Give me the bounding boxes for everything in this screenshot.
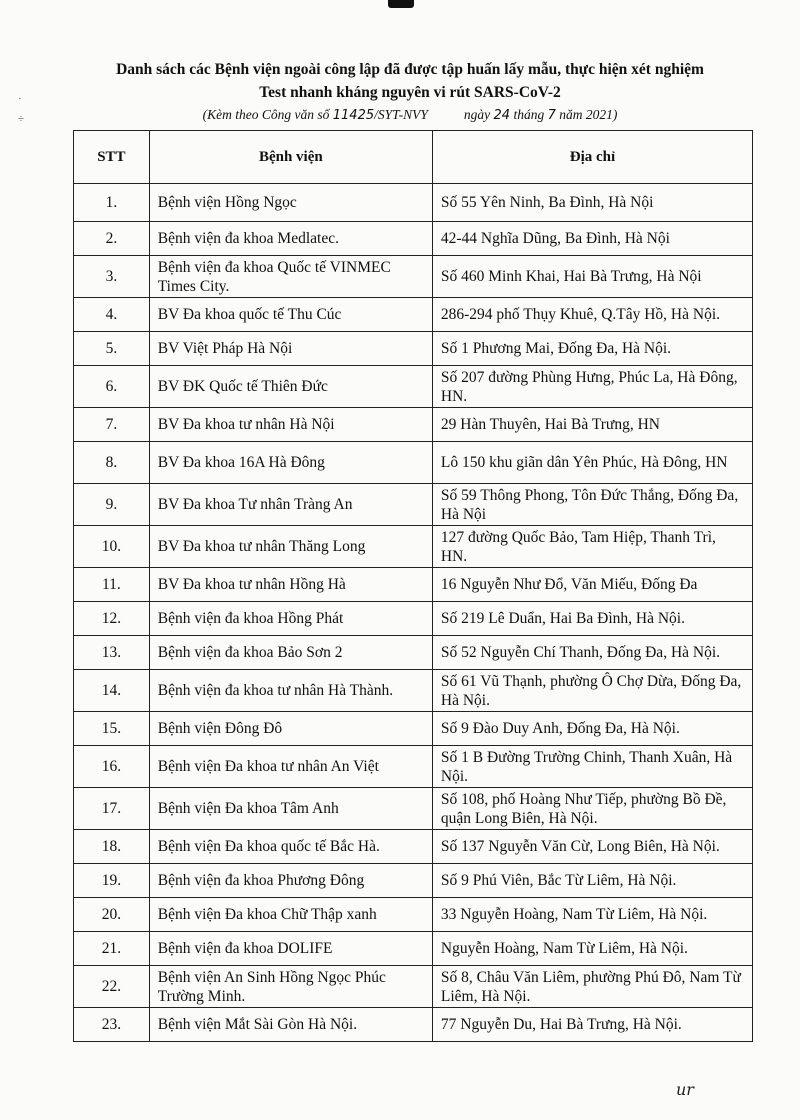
header-address: Địa chỉ <box>432 131 752 184</box>
table-row <box>74 746 753 788</box>
header-hospital: Bệnh viện <box>149 131 432 184</box>
row-address: Số 1 Phương Mai, Đống Đa, Hà Nội. <box>432 332 752 366</box>
table-row <box>74 442 753 484</box>
row-hospital: Bệnh viện Đa khoa quốc tế Bắc Hà. <box>149 830 432 864</box>
row-hospital: Bệnh viện đa khoa tư nhân Hà Thành. <box>149 670 432 712</box>
row-address: 33 Nguyễn Hoàng, Nam Từ Liêm, Hà Nội. <box>432 898 752 932</box>
row-address: Số 460 Minh Khai, Hai Bà Trưng, Hà Nội <box>432 256 752 298</box>
row-stt: 11. <box>74 568 150 602</box>
table-row <box>74 332 753 366</box>
row-address: Lô 150 khu giãn dân Yên Phúc, Hà Đông, HN <box>432 442 752 484</box>
table-header-row <box>74 131 753 184</box>
table-row <box>74 670 753 712</box>
row-address: Số 9 Phú Viên, Bắc Từ Liêm, Hà Nội. <box>432 864 752 898</box>
table-row <box>74 568 753 602</box>
row-stt: 17. <box>74 788 150 830</box>
table-row <box>74 602 753 636</box>
table-row <box>74 636 753 670</box>
row-hospital: Bệnh viện Đông Đô <box>149 712 432 746</box>
row-hospital: Bệnh viện đa khoa Hồng Phát <box>149 602 432 636</box>
table-row <box>74 366 753 408</box>
row-address: Số 1 B Đường Trường Chinh, Thanh Xuân, Hà Nội. <box>432 746 752 788</box>
row-stt: 6. <box>74 366 150 408</box>
year-text: năm 2021) <box>555 107 618 122</box>
row-address: 127 đường Quốc Bảo, Tam Hiệp, Thanh Trì, HN. <box>432 526 752 568</box>
table-row <box>74 898 753 932</box>
table-row <box>74 1008 753 1042</box>
row-hospital: BV Đa khoa tư nhân Thăng Long <box>149 526 432 568</box>
row-stt: 2. <box>74 222 150 256</box>
row-address: Nguyễn Hoàng, Nam Từ Liêm, Hà Nội. <box>432 932 752 966</box>
table-body <box>74 184 753 1042</box>
row-hospital: BV Đa khoa quốc tế Thu Cúc <box>149 298 432 332</box>
table-row <box>74 298 753 332</box>
row-stt: 10. <box>74 526 150 568</box>
header-stt: STT <box>74 131 150 184</box>
row-hospital: Bệnh viện Hồng Ngọc <box>149 184 432 222</box>
row-stt: 16. <box>74 746 150 788</box>
row-address: Số 8, Châu Văn Liêm, phường Phú Đô, Nam Từ Liêm, Hà Nội. <box>432 966 752 1008</box>
top-page-mark <box>388 0 414 8</box>
hospital-table <box>73 130 753 1042</box>
row-stt: 23. <box>74 1008 150 1042</box>
row-stt: 15. <box>74 712 150 746</box>
table-row <box>74 788 753 830</box>
row-hospital: BV Đa khoa 16A Hà Đông <box>149 442 432 484</box>
row-address: Số 59 Thông Phong, Tôn Đức Thắng, Đống Đa, Hà Nội <box>432 484 752 526</box>
margin-mark: · <box>18 93 22 105</box>
title-line-1: Danh sách các Bệnh viện ngoài công lập đã được tập huấn lấy mẫu, thực hiện xét nghiệm <box>116 61 704 78</box>
row-hospital: Bệnh viện đa khoa Phương Đông <box>149 864 432 898</box>
row-hospital: Bệnh viện Đa khoa Tâm Anh <box>149 788 432 830</box>
row-address: Số 207 đường Phùng Hưng, Phúc La, Hà Đông, HN. <box>432 366 752 408</box>
row-stt: 3. <box>74 256 150 298</box>
row-stt: 18. <box>74 830 150 864</box>
row-hospital: Bệnh viện Mắt Sài Gòn Hà Nội. <box>149 1008 432 1042</box>
row-address: Số 61 Vũ Thạnh, phường Ô Chợ Dừa, Đống Đa, Hà Nội. <box>432 670 752 712</box>
row-stt: 20. <box>74 898 150 932</box>
row-stt: 7. <box>74 408 150 442</box>
table-row <box>74 184 753 222</box>
table-row <box>74 484 753 526</box>
title-line-2: Test nhanh kháng nguyên vi rút SARS-CoV-2 <box>259 84 561 101</box>
table-row <box>74 256 753 298</box>
row-hospital: Bệnh viện đa khoa Bảo Sơn 2 <box>149 636 432 670</box>
row-stt: 21. <box>74 932 150 966</box>
row-stt: 22. <box>74 966 150 1008</box>
table-row <box>74 932 753 966</box>
table-row <box>74 408 753 442</box>
row-hospital: Bệnh viện Đa khoa Chữ Thập xanh <box>149 898 432 932</box>
subtitle-prefix: (Kèm theo Công văn số <box>202 107 333 122</box>
row-address: 29 Hàn Thuyên, Hai Bà Trưng, HN <box>432 408 752 442</box>
row-hospital: Bệnh viện đa khoa Quốc tế VINMEC Times City. <box>149 256 432 298</box>
table-row <box>74 864 753 898</box>
month-prefix: tháng <box>510 107 548 122</box>
margin-mark: ÷ <box>18 113 25 125</box>
row-hospital: BV Đa khoa tư nhân Hà Nội <box>149 408 432 442</box>
subtitle-middle: /SYT-NVY <box>374 107 428 122</box>
row-hospital: Bệnh viện đa khoa DOLIFE <box>149 932 432 966</box>
row-stt: 9. <box>74 484 150 526</box>
row-hospital: Bệnh viện Đa khoa tư nhân An Việt <box>149 746 432 788</box>
row-hospital: BV ĐK Quốc tế Thiên Đức <box>149 366 432 408</box>
row-hospital: BV Đa khoa tư nhân Hồng Hà <box>149 568 432 602</box>
date-day: 24 <box>493 108 511 123</box>
document-subtitle <box>60 105 760 126</box>
row-address: Số 137 Nguyễn Văn Cừ, Long Biên, Hà Nội. <box>432 830 752 864</box>
row-hospital: Bệnh viện An Sinh Hồng Ngọc Phúc Trường Minh. <box>149 966 432 1008</box>
row-address: Số 52 Nguyễn Chí Thanh, Đống Đa, Hà Nội. <box>432 636 752 670</box>
row-address: Số 55 Yên Ninh, Ba Đình, Hà Nội <box>432 184 752 222</box>
row-stt: 14. <box>74 670 150 712</box>
row-stt: 12. <box>74 602 150 636</box>
table-row <box>74 526 753 568</box>
date-prefix: ngày <box>463 107 494 122</box>
row-stt: 13. <box>74 636 150 670</box>
row-stt: 19. <box>74 864 150 898</box>
row-address: 77 Nguyễn Du, Hai Bà Trưng, Hà Nội. <box>432 1008 752 1042</box>
row-hospital: BV Việt Pháp Hà Nội <box>149 332 432 366</box>
row-stt: 5. <box>74 332 150 366</box>
date-month: 7 <box>547 108 556 123</box>
row-stt: 1. <box>74 184 150 222</box>
row-address: 286-294 phố Thụy Khuê, Q.Tây Hồ, Hà Nội. <box>432 298 752 332</box>
table-row <box>74 712 753 746</box>
row-address: 42-44 Nghĩa Dũng, Ba Đình, Hà Nội <box>432 222 752 256</box>
table-row <box>74 830 753 864</box>
row-address: Số 219 Lê Duẩn, Hai Ba Đình, Hà Nội. <box>432 602 752 636</box>
table-row <box>74 222 753 256</box>
table-row <box>74 966 753 1008</box>
row-address: 16 Nguyễn Như Đổ, Văn Miếu, Đống Đa <box>432 568 752 602</box>
row-address: Số 108, phố Hoàng Như Tiếp, phường Bồ Đề, quận Long Biên, Hà Nội. <box>432 788 752 830</box>
row-address: Số 9 Đào Duy Anh, Đống Đa, Hà Nội. <box>432 712 752 746</box>
document-title <box>60 58 760 104</box>
dispatch-number: 11425 <box>332 108 375 123</box>
row-hospital: BV Đa khoa Tư nhân Tràng An <box>149 484 432 526</box>
handwritten-signature: ur <box>676 1080 694 1099</box>
row-stt: 8. <box>74 442 150 484</box>
row-hospital: Bệnh viện đa khoa Medlatec. <box>149 222 432 256</box>
row-stt: 4. <box>74 298 150 332</box>
